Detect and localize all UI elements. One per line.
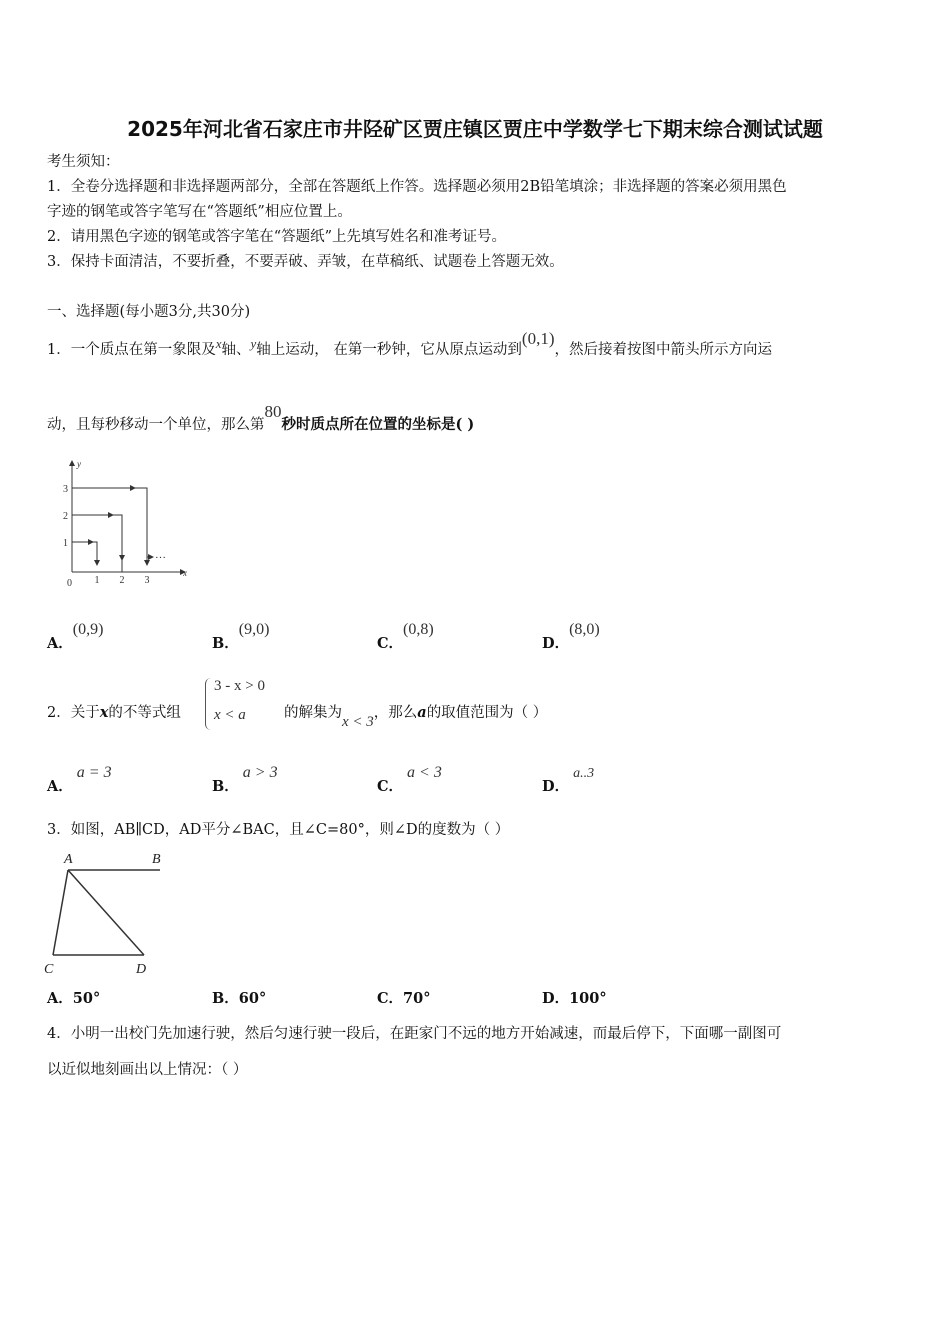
notice-item-2: 2．请用黑色字迹的钢笔或答字笔在“答题纸”上先填写姓名和准考证号。 — [47, 229, 507, 245]
question-1-line-2: 动，且每秒移动一个单位，那么第80秒时质点所在位置的坐标是( ) — [47, 402, 475, 433]
point-a-label: A — [64, 852, 73, 867]
q2-option-b[interactable]: B．a > 3 — [212, 764, 278, 795]
system-eq-2: x < a — [214, 707, 246, 723]
y-tick-label: 1 — [63, 538, 68, 549]
question-4-line-2: 以近似地刻画出以上情况：（ ） — [47, 1062, 248, 1078]
q3-option-a[interactable]: A．50° — [47, 990, 101, 1007]
continuation-dots: … — [155, 549, 166, 561]
point-c-label: C — [44, 962, 54, 977]
notice-item-3: 3．保持卡面清洁，不要折叠，不要弄破、弄皱，在草稿纸、试题卷上答题无效。 — [47, 254, 564, 270]
q3-option-d[interactable]: D．100° — [542, 990, 607, 1007]
q1-option-d[interactable]: D．(8,0) — [542, 621, 600, 652]
y-tick-label: 2 — [63, 511, 68, 522]
origin-label: 0 — [67, 578, 72, 589]
q1-option-a[interactable]: A．(0,9) — [47, 621, 104, 652]
question-2-p1: 2．关于x的不等式组 — [47, 704, 181, 721]
system-eq-1: 3 - x > 0 — [214, 678, 265, 694]
page-title: 2025年河北省石家庄市井陉矿区贾庄镇区贾庄中学数学七下期末综合测试试题 — [127, 117, 823, 141]
x-axis-label: x — [183, 568, 187, 578]
question-2-p2: 的解集为x < 3，那么a的取值范围为（ ） — [284, 704, 548, 730]
q3-option-b[interactable]: B．60° — [212, 990, 267, 1007]
q2-option-a[interactable]: A．a = 3 — [47, 764, 112, 795]
q3-triangle-figure — [40, 845, 170, 980]
notice-item-1-cont: 字迹的钢笔或答字笔写在“答题纸”相应位置上。 — [47, 204, 352, 220]
point-d-label: D — [136, 962, 147, 977]
notice-item-1: 1．全卷分选择题和非选择题两部分，全部在答题纸上作答。选择题必须用2B铅笔填涂；非选择题的答案必须用黑色 — [47, 179, 787, 195]
q2-option-d[interactable]: D．a..3 — [542, 766, 595, 795]
question-3: 3．如图，AB∥CD，AD平分∠BAC，且∠C=80°，则∠D的度数为（ ） — [47, 822, 510, 838]
notice-heading: 考生须知： — [47, 154, 120, 170]
q1-path-figure — [55, 455, 195, 590]
q3-option-c[interactable]: C．70° — [377, 990, 431, 1007]
x-tick-label: 2 — [119, 575, 125, 586]
x-tick-label: 1 — [94, 575, 100, 586]
y-tick-label: 3 — [63, 484, 68, 495]
section-heading: 一、选择题(每小题3分,共30分) — [47, 304, 251, 320]
y-axis-label: y — [77, 459, 81, 469]
question-1-line-1: 1．一个质点在第一象限及x轴、y轴上运动， 在第一秒钟，它从原点运动到(0,1)，然后接着按图中箭头所示方向运 — [47, 329, 772, 358]
x-tick-label: 3 — [144, 575, 150, 586]
question-4-line-1: 4．小明一出校门先加速行驶，然后匀速行驶一段后，在距家门不远的地方开始减速，而最后停下，下面哪一副图可 — [47, 1026, 782, 1042]
point-b-label: B — [152, 852, 161, 867]
q2-option-c[interactable]: C．a < 3 — [377, 764, 442, 795]
q1-option-b[interactable]: B．(9,0) — [212, 621, 270, 652]
q1-option-c[interactable]: C．(0,8) — [377, 621, 434, 652]
